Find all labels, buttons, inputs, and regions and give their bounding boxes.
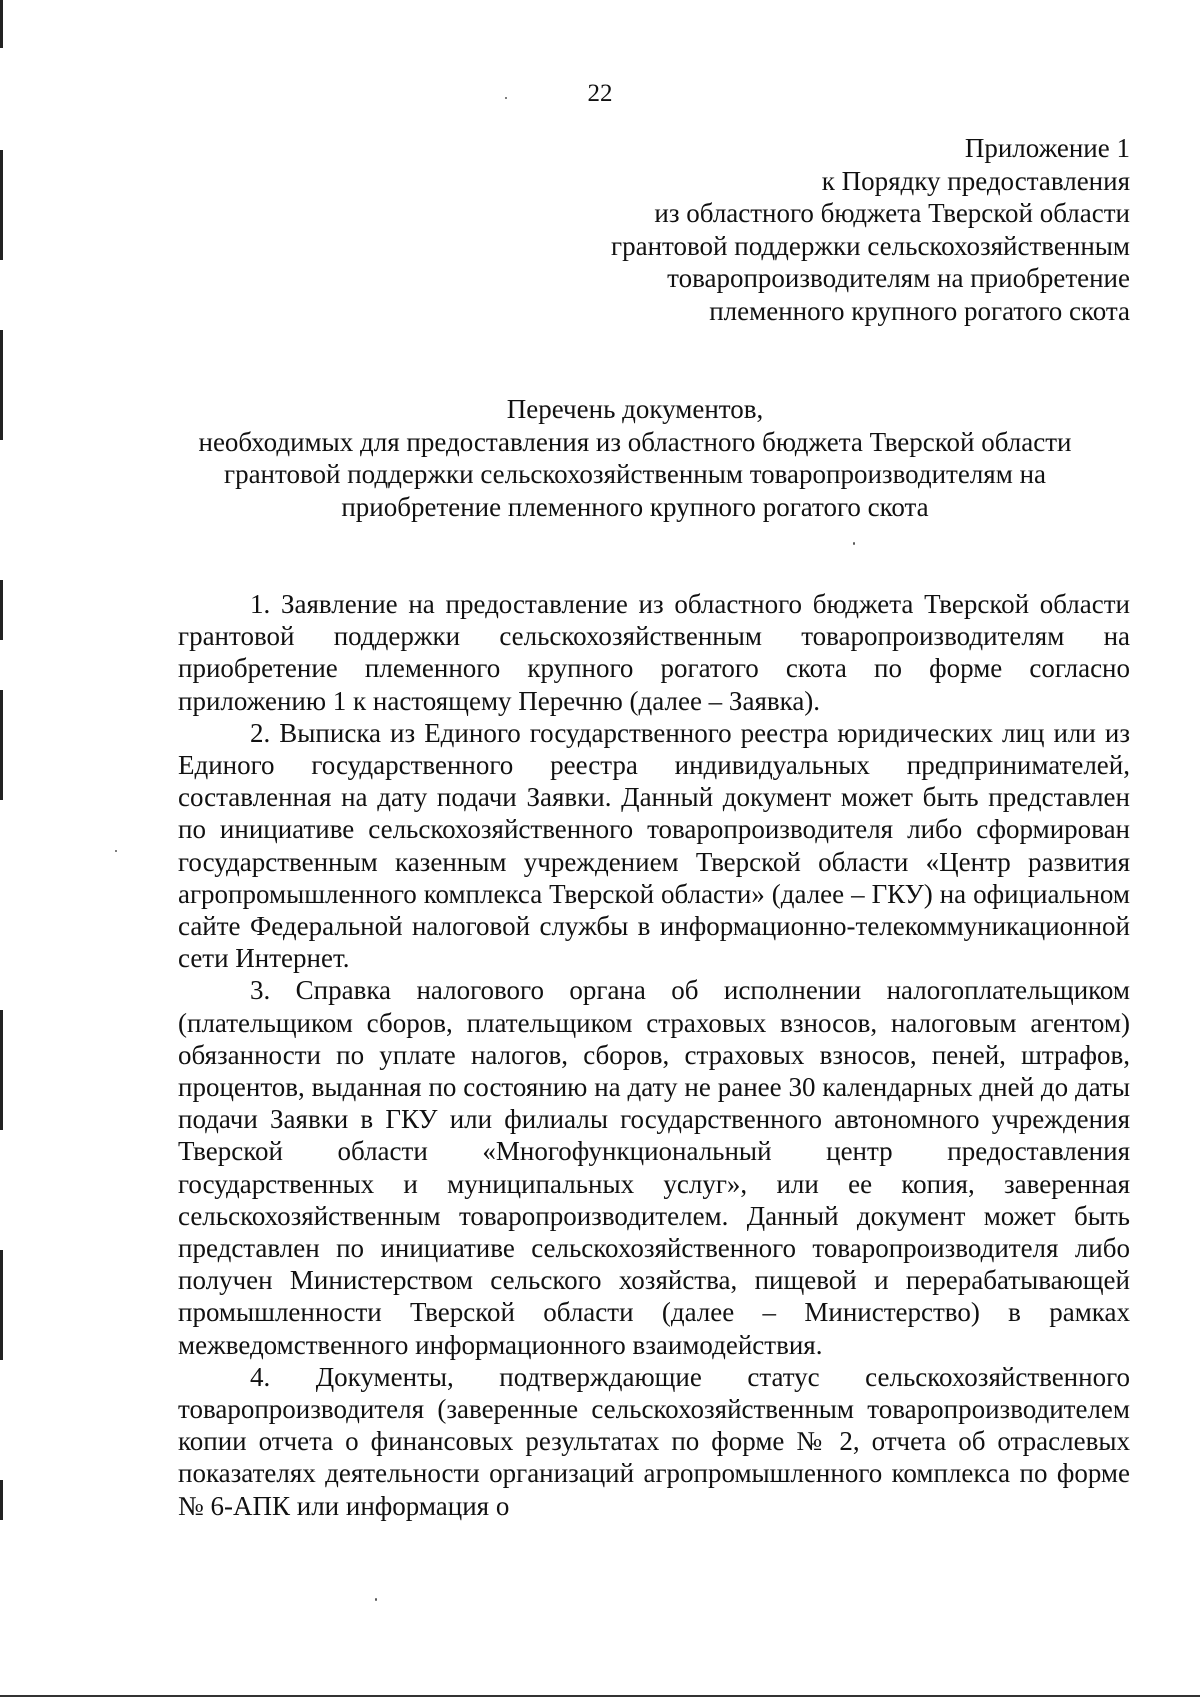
scan-edge-mark [0, 150, 3, 260]
scan-speck [853, 542, 855, 545]
scan-edge-mark [0, 1480, 3, 1520]
scan-edge-mark [0, 580, 3, 640]
title-line: Перечень документов, [506, 394, 764, 424]
appendix-line: товаропроизводителям на приобретение [667, 263, 1130, 293]
paragraph-3: 3. Справка налогового органа об исполнении налогоплательщиком (плательщиком сборов, плательщиком страховых взносов, налоговым агентом) обязанности по уплате налогов, сборов, страховых взносов, пеней, штрафов, процентов, выданная по состоянию на дату не ранее 30 календарных дней до даты подачи Заявки в ГКУ или филиалы государственного автономного учреждения Тверской области «Многофункциональный центр предоставления государственных и муниципальных услуг», или ее копия, заверенная сельскохозяйственным товаропроизводителем. Данный документ может быть представлен по инициативе сельскохозяйственного товаропроизводителя либо получен Министерством сельского хозяйства, пищевой и перерабатывающей промышленности Тверской области (далее – Министерство) в рамках межведомственного информационного взаимодействия. [178, 975, 1130, 1360]
title-line: приобретение племенного крупного рогатого скота [341, 491, 929, 522]
paragraph-2: 2. Выписка из Единого государственного реестра юридических лиц или из Единого государственного реестра индивидуальных предпринимателей, составленная на дату подачи Заявки. Данный документ может быть представлен по инициативе сельскохозяйственного товаропроизводителя либо сформирован государственным казенным учреждением Тверской области «Центр развития агропромышленного комплекса Тверской области» (далее – ГКУ) на официальном сайте Федеральной налоговой службы в информационно-телекоммуникационной сети Интернет. [178, 717, 1130, 974]
appendix-line: племенного крупного рогатого скота [709, 295, 1130, 326]
scan-edge-mark [0, 330, 3, 440]
document-title [150, 393, 1120, 523]
scan-speck [115, 850, 117, 852]
scan-edge-mark [0, 1010, 3, 1130]
scan-edge-mark [0, 1250, 3, 1360]
scan-edge-mark [0, 0, 3, 48]
scan-edge-mark [0, 690, 3, 800]
appendix-header [510, 132, 1130, 327]
title-line: необходимых для предоставления из областного бюджета Тверской области [198, 426, 1072, 457]
title-line: грантовой поддержки сельскохозяйственным товаропроизводителям на [224, 459, 1046, 489]
document-body [178, 588, 1130, 1522]
paragraph-1: 1. Заявление на предоставление из областного бюджета Тверской области грантовой поддержки сельскохозяйственным товаропроизводителям на приобретение племенного крупного рогатого скота по форме согласно приложению 1 к настоящему Перечню (далее – Заявка). [178, 589, 1130, 716]
appendix-line: Приложение 1 [964, 133, 1130, 163]
paragraph-4: 4. Документы, подтверждающие статус сельскохозяйственного товаропроизводителя (заверенные сельскохозяйственным товаропроизводителем копии отчета о финансовых результатах по форме № 2, отчета об отраслевых показателях деятельности организаций агропромышленного комплекса по форме № 6-АПК или информация о [178, 1361, 1130, 1521]
appendix-line: к Порядку предоставления [821, 165, 1130, 196]
appendix-line: из областного бюджета Тверской области [654, 198, 1130, 228]
page-number: 22 [587, 80, 613, 107]
scan-speck [375, 1598, 377, 1601]
appendix-line: грантовой поддержки сельскохозяйственным [611, 230, 1130, 261]
